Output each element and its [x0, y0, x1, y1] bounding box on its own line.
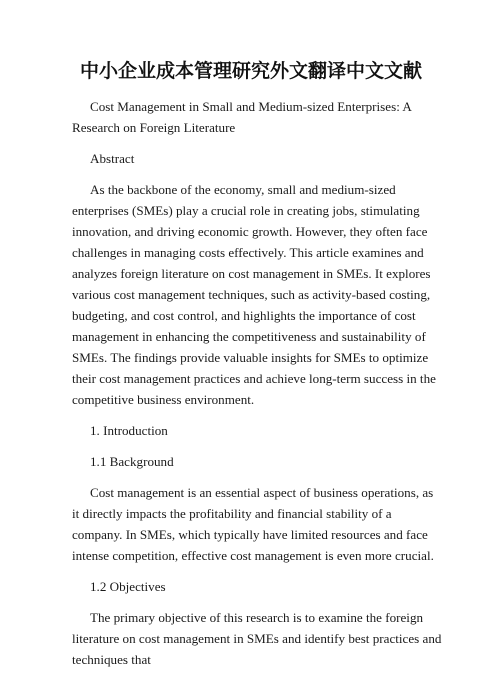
objectives-paragraph: The primary objective of this research is to examine the foreign literature on cost management in SMEs and identify best practices and techniques that: [72, 610, 442, 667]
paper-title-paragraph: Cost Management in Small and Medium-sized Enterprises: A Research on Foreign Literature: [72, 99, 412, 135]
background-paragraph: Cost management is an essential aspect of business operations, as it directly impacts the profitability and financial stability of a company. In SMEs, which typically have limited resources and face intense competition, effective cost management is even more crucial.: [72, 485, 434, 563]
subsection-heading-objectives: 1.2 Objectives: [90, 579, 166, 594]
document-title: 中小企业成本管理研究外文翻译中文文献: [79, 60, 422, 82]
abstract-paragraph: As the backbone of the economy, small and medium-sized enterprises (SMEs) play a crucial role in creating jobs, stimulating innovation, and driving economic growth. However, they often face challenges in managing costs effectively. This article examines and analyzes foreign literature on cost management in SMEs. It explores various cost management techniques, such as activity-based costing, budgeting, and cost control, and highlights the importance of cost management in enhancing the competitiveness and sustainability of SMEs. The findings provide valuable insights for SMEs to optimize their cost management practices and achieve long-term success in the competitive business environment.: [72, 182, 436, 407]
section-heading-introduction: 1. Introduction: [90, 423, 168, 438]
abstract-heading: Abstract: [90, 151, 135, 166]
document-body: [72, 96, 442, 680]
subsection-heading-background: 1.1 Background: [90, 454, 174, 469]
